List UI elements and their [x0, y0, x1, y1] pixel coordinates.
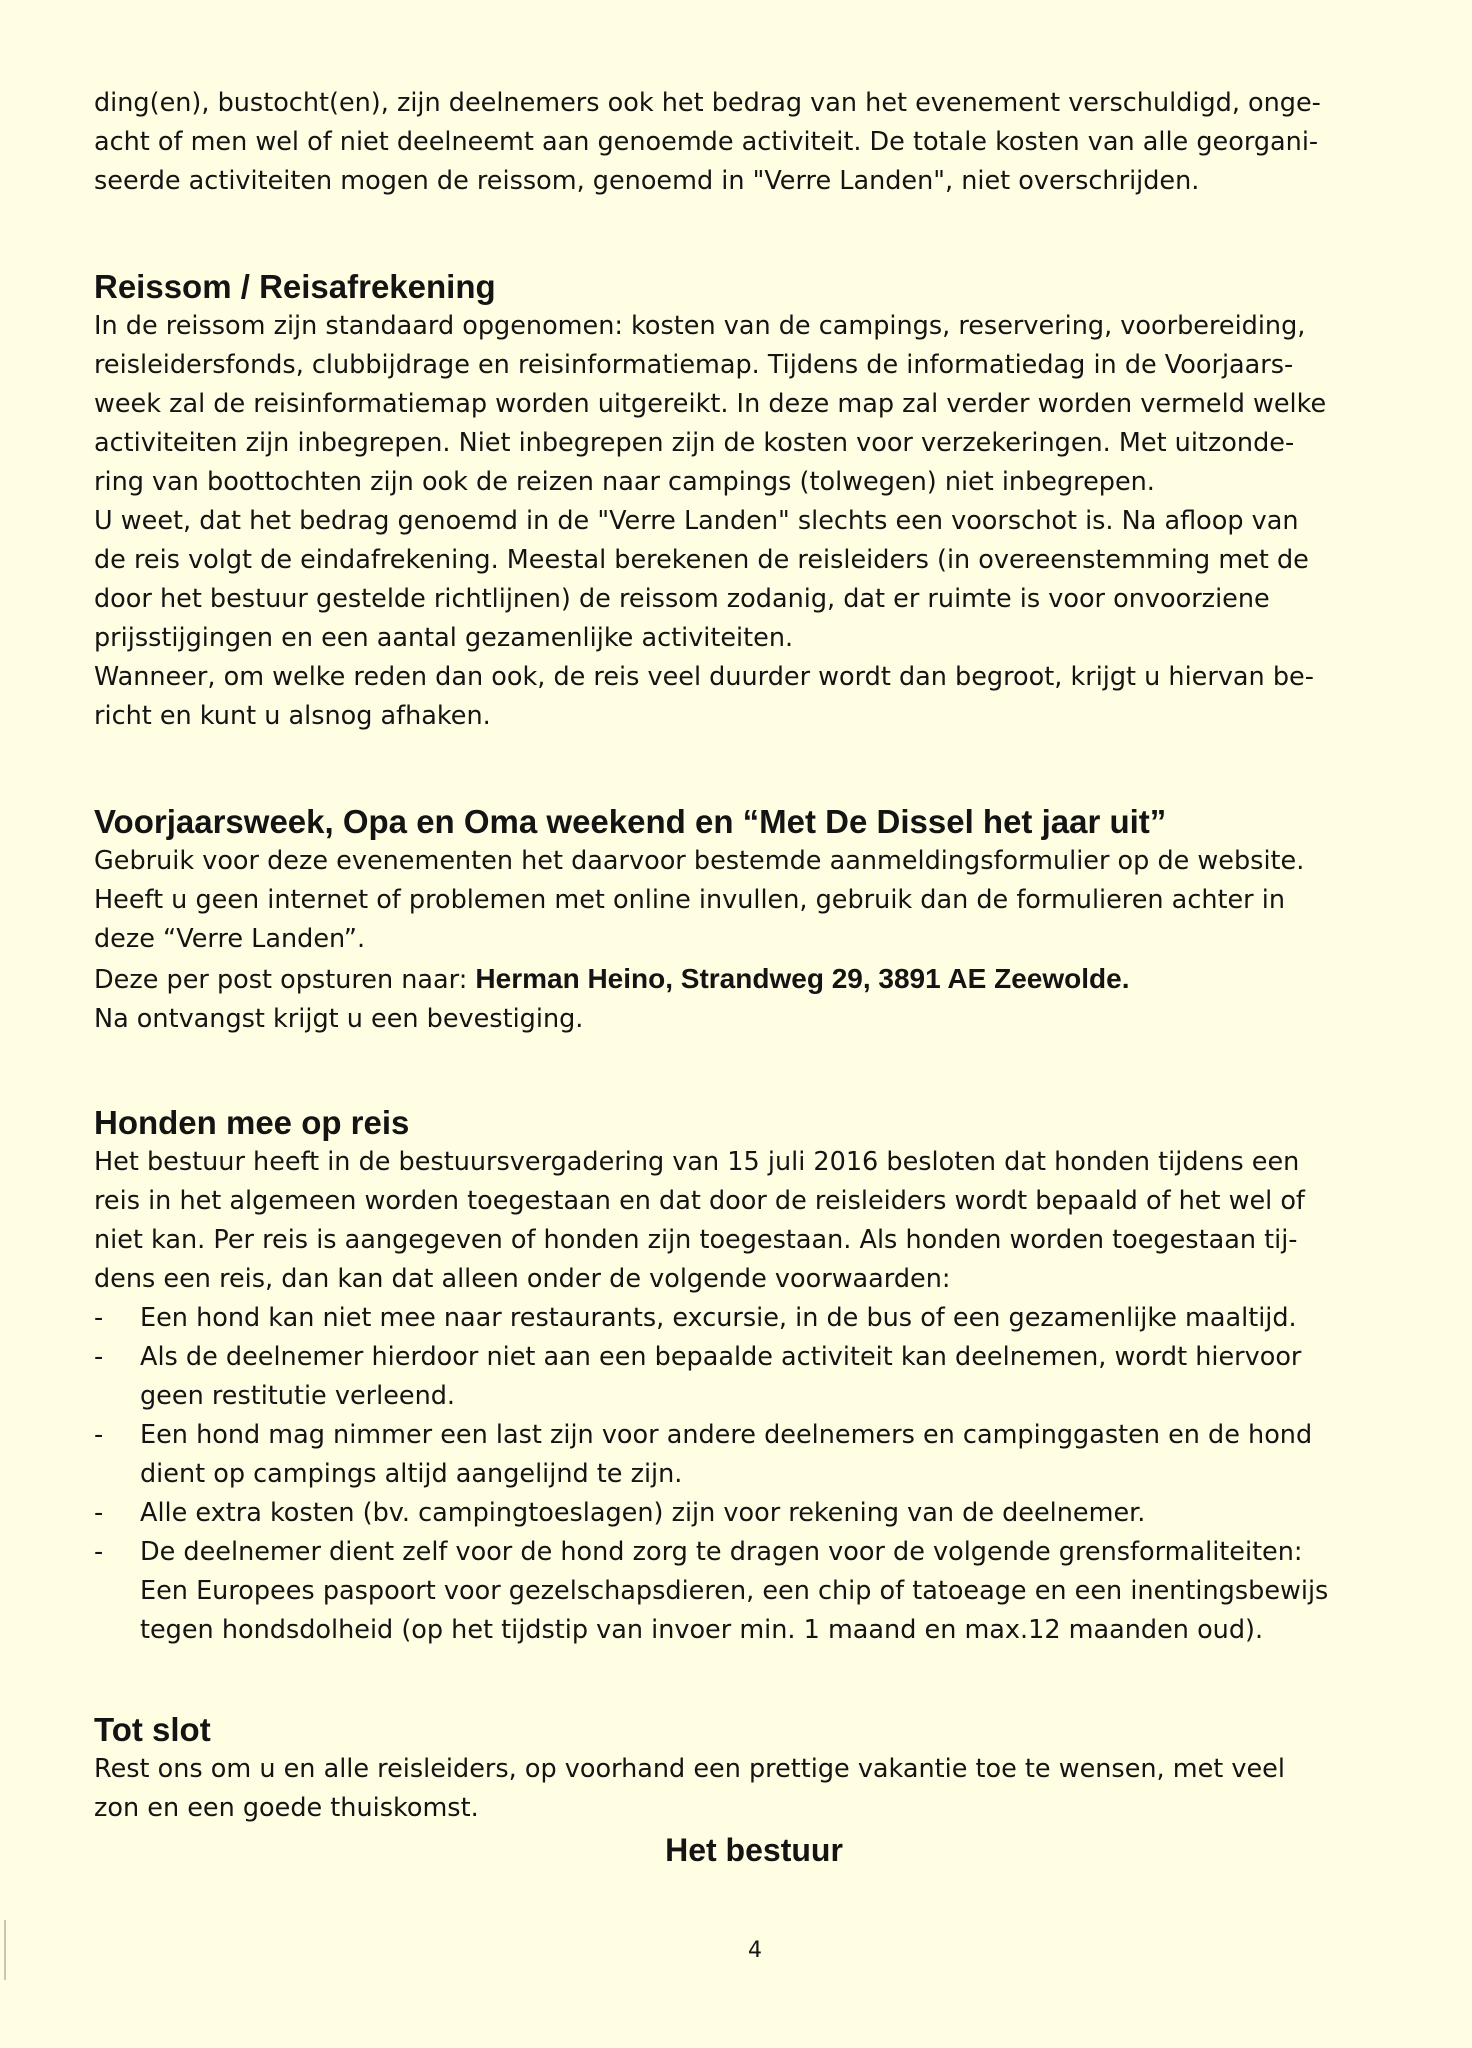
text-line: In de reissom zijn standaard opgenomen: kosten van de campings, reservering, voorbereiding, — [94, 311, 1306, 341]
text-line: Als de deelnemer hierdoor niet aan een bepaalde activiteit kan deelnemen, wordt hiervoor — [140, 1342, 1302, 1372]
text-line: deze “Verre Landen”. — [94, 924, 366, 954]
page-number: 4 — [748, 1938, 762, 1963]
text-line: Het bestuur heeft in de bestuursvergadering van 15 juli 2016 besloten dat honden tijdens een — [94, 1147, 1300, 1177]
list-item — [94, 1299, 1384, 1338]
text-line: Wanneer, om welke reden dan ook, de reis veel duurder wordt dan begroot, krijgt u hiervan be- — [94, 662, 1314, 692]
text-line: U weet, dat het bedrag genoemd in de "Verre Landen" slechts een voorschot is. Na afloop van — [94, 506, 1299, 536]
text-line: seerde activiteiten mogen de reissom, genoemd in "Verre Landen", niet overschrijden. — [94, 166, 1200, 196]
scan-edge-mark — [4, 1920, 6, 1980]
document-page — [94, 84, 1384, 1869]
text-line: de reis volgt de eindafrekening. Meestal berekenen de reisleiders (in overeenstemming met de — [94, 545, 1309, 575]
signature: Het bestuur — [665, 1832, 843, 1868]
post-prefix: Deze per post opsturen naar: — [94, 965, 476, 995]
text-line: activiteiten zijn inbegrepen. Niet inbegrepen zijn de kosten voor verzekeringen. Met uitzonde- — [94, 428, 1295, 458]
text-line: Alle extra kosten (bv. campingtoeslagen) zijn voor rekening van de deelnemer. — [140, 1498, 1146, 1528]
text-line: dient op campings altijd aangelijnd te zijn. — [140, 1459, 683, 1489]
text-line: acht of men wel of niet deelneemt aan genoemde activiteit. De totale kosten van alle georgani- — [94, 127, 1319, 157]
text-line: Heeft u geen internet of problemen met online invullen, gebruik dan de formulieren achter in — [94, 885, 1286, 915]
text-line: ring van boottochten zijn ook de reizen naar campings (tolwegen) niet inbegrepen. — [94, 467, 1155, 497]
section-heading-reissom: Reissom / Reisafrekening — [94, 268, 496, 305]
text-line: Een hond mag nimmer een last zijn voor andere deelnemers en campinggasten en de hond — [140, 1420, 1313, 1450]
confirmation-line: Na ontvangst krijgt u een bevestiging. — [94, 1004, 584, 1034]
text-line: De deelnemer dient zelf voor de hond zorg te dragen voor de volgende grensformaliteiten: — [140, 1537, 1303, 1567]
text-line: richt en kunt u alsnog afhaken. — [94, 701, 491, 731]
post-address-line — [94, 959, 1384, 1000]
bullet-dash: - — [94, 1498, 104, 1528]
totslot-paragraph — [94, 1750, 1384, 1828]
text-line: Rest ons om u en alle reisleiders, op voorhand een prettige vakantie toe te wensen, met veel — [94, 1754, 1285, 1784]
bullet-dash: - — [94, 1342, 104, 1372]
text-line: door het bestuur gestelde richtlijnen) de reissom zodanig, dat er ruimte is voor onvoorziene — [94, 584, 1270, 614]
bullet-dash: - — [94, 1537, 104, 1567]
conditions-list — [94, 1299, 1384, 1650]
post-address: Herman Heino, Strandweg 29, 3891 AE Zeewolde. — [475, 963, 1130, 994]
list-item — [94, 1416, 1384, 1494]
section-heading-totslot: Tot slot — [94, 1711, 211, 1748]
text-line: zon en een goede thuiskomst. — [94, 1793, 479, 1823]
text-line: Gebruik voor deze evenementen het daarvoor bestemde aanmeldingsformulier op de website. — [94, 846, 1305, 876]
list-item — [94, 1338, 1384, 1416]
list-item — [94, 1494, 1384, 1533]
text-line: niet kan. Per reis is aangegeven of honden zijn toegestaan. Als honden worden toegestaan tij- — [94, 1225, 1298, 1255]
text-line: reisleidersfonds, clubbijdrage en reisinformatiemap. Tijdens de informatiedag in de Voorjaars- — [94, 350, 1294, 380]
bullet-dash: - — [94, 1420, 104, 1450]
reissom-paragraph — [94, 307, 1384, 736]
text-line: reis in het algemeen worden toegestaan en dat door de reisleiders wordt bepaald of het wel of — [94, 1186, 1305, 1216]
text-line: dens een reis, dan kan dat alleen onder de volgende voorwaarden: — [94, 1264, 951, 1294]
section-heading-voorjaarsweek: Voorjaarsweek, Opa en Oma weekend en “Met De Dissel het jaar uit” — [94, 803, 1167, 840]
text-line: ding(en), bustocht(en), zijn deelnemers ook het bedrag van het evenement verschuldigd, onge- — [94, 88, 1321, 118]
text-line: week zal de reisinformatiemap worden uitgereikt. In deze map zal verder worden vermeld welke — [94, 389, 1327, 419]
section-heading-honden: Honden mee op reis — [94, 1104, 410, 1141]
voorjaarsweek-paragraph — [94, 842, 1384, 1039]
bullet-dash: - — [94, 1303, 104, 1333]
intro-paragraph — [94, 84, 1384, 201]
text-line: Een hond kan niet mee naar restaurants, excursie, in de bus of een gezamenlijke maaltijd. — [140, 1303, 1297, 1333]
honden-paragraph — [94, 1143, 1384, 1299]
text-line: Een Europees paspoort voor gezelschapsdieren, een chip of tatoeage en een inentingsbewijs — [140, 1576, 1329, 1606]
text-line: prijsstijgingen en een aantal gezamenlijke activiteiten. — [94, 623, 794, 653]
list-item — [94, 1533, 1384, 1650]
text-line: geen restitutie verleend. — [140, 1381, 456, 1411]
text-line: tegen hondsdolheid (op het tijdstip van invoer min. 1 maand en max.12 maanden oud). — [140, 1615, 1264, 1645]
